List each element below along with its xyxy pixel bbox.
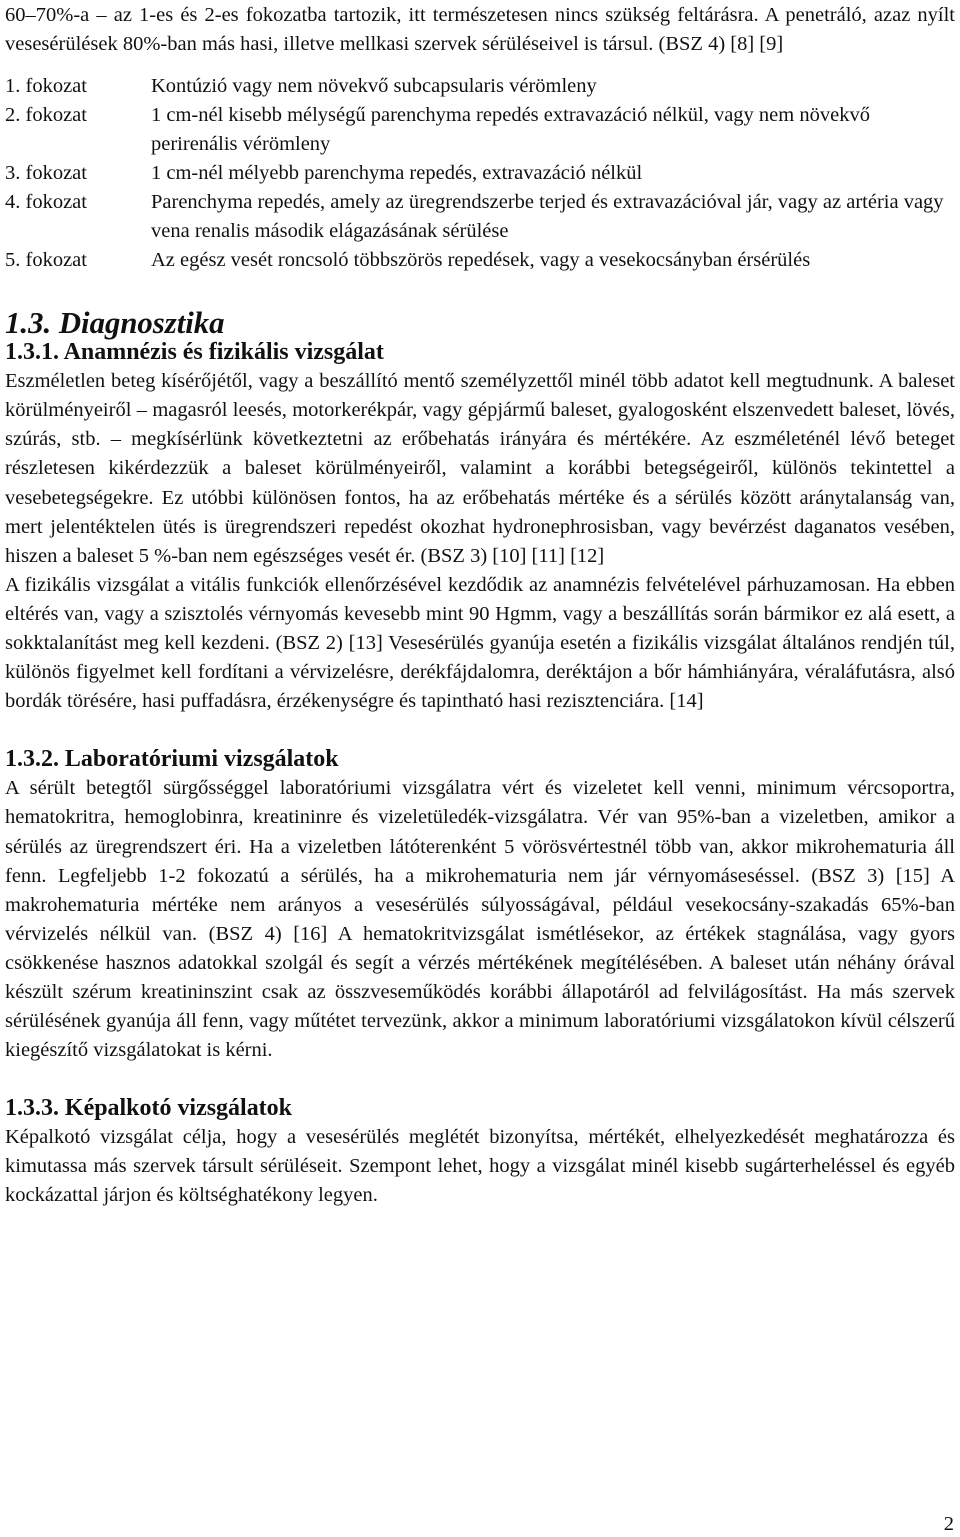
grade-label: 5. fokozat [5,249,87,272]
anamnesis-paragraph: Eszméletlen beteg kísérőjétől, vagy a beszállító mentő személyzettől minél több adatot kell megtudnunk. A baleset körülményeiről – magasról leesés, motorkerékpár, vagy gépjármű baleset, gyalogosként elszenvedett baleset, lövés, szúrás, stb. – megkísérlünk következtetni az erőbehatás irányára és mértékére. Az eszméleténél lévő beteget részletesen kikérdezzük a baleset körülményeiről, valamint a korábbi betegségeiről, különös tekintettel a vesebetegségekre. Ez utóbbi különösen fontos, ha az erőbehatás mértéke és a sérülés között aránytalanság van, mert jelentéktelen ütés is üregrendszeri repedést okozhat hydronephrosisban, vagy bevérzést daganatos vesében, hiszen a baleset 5 %-ban nem egészséges vesét ér. (BSZ 3) [10] [11] [12] [5,370,955,567]
laboratory-paragraph: A sérült betegtől sürgősséggel laboratóriumi vizsgálatra vért és vizeletet kell venni, minimum vércsoportra, hematokritra, hemoglobinra, kreatininre és vizeletüledék-vizsgálatra. Vér van 95%-ban a vizeletben, amikor a sérülés az üregrendszert éri. Ha a vizeletben látóterenként 5 vörösvértestnél több van, akkor mikrohematuria áll fenn. Legfeljebb 1-2 fokozatú a sérülés, ha a mikrohematuria nem jár vérnyomáseséssel. (BSZ 3) [15] A makrohematuria mértéke nem arányos a vesesérülés súlyosságával, például vesekocsány-szakadás 65%-ban vérvizelés nélkül van. (BSZ 4) [16] A hematokritvizsgálat ismétlésekor, az értékek stagnálása, vagy gyors csökkenése hasznos adatokkal szolgál és segít a vérzés mértékének megítélésében. A baleset után néhány órával készült szérum kreatininszint csak az összveseműködés korábbi állapotáról ad felvilágosítást. Ha más szervek sérülésének gyanúja áll fenn, vagy műtétet tervezünk, akkor a minimum laboratóriumi vizsgálatokon kívül célszerű kiegészítő vizsgálatokat is kérni. [5,777,955,1062]
grade-label: 3. fokozat [5,162,87,185]
subsection-heading-imaging: 1.3.3. Képalkotó vizsgálatok [5,1095,292,1122]
grade-label: 4. fokozat [5,191,87,214]
grade-row-5 [5,246,955,275]
grade-description: Kontúzió vagy nem növekvő subcapsularis vérömleny [151,75,597,98]
subsection-heading-laboratory: 1.3.2. Laboratóriumi vizsgálatok [5,746,339,773]
imaging-paragraph: Képalkotó vizsgálat célja, hogy a vesesérülés meglétét bizonyítsa, mértékét, elhelyezkedését meghatározza és kimutassa más szervek társult sérüléseit. Szempont lehet, hogy a vizsgálat minél kisebb sugárterheléssel és egyéb kockázattal járjon és költséghatékony legyen. [5,1126,955,1207]
grade-row-1 [5,72,955,101]
grade-description: Parenchyma repedés, amely az üregrendszerbe terjed és extravazációval jár, vagy az artéria vagy vena renalis második elágazásának sérülése [151,191,944,243]
grade-row-4 [5,188,955,246]
grade-list [5,72,955,275]
page-number: 2 [943,1513,954,1535]
grade-label: 1. fokozat [5,75,87,98]
subsection-heading-anamnesis: 1.3.1. Anamnézis és fizikális vizsgálat [5,339,384,366]
document-page [5,0,955,1211]
grade-description: 1 cm-nél kisebb mélységű parenchyma repedés extravazáció nélkül, vagy nem növekvő perirenális vérömleny [151,104,870,156]
grade-description: 1 cm-nél mélyebb parenchyma repedés, extravazáció nélkül [151,162,643,185]
intro-paragraph: 60–70%-a – az 1-es és 2-es fokozatba tartozik, itt természetesen nincs szükség feltárásra. A penetráló, azaz nyílt vesesérülések 80%-ban más hasi, illetve mellkasi szervek sérüléseivel is társul. (BSZ 4) [8] [9] [5,4,955,56]
physical-exam-paragraph: A fizikális vizsgálat a vitális funkciók ellenőrzésével kezdődik az anamnézis felvételével párhuzamosan. Ha ebben eltérés van, vagy a szisztolés vérnyomás kevesebb mint 90 Hgmm, vagy a beszállítás során bármikor ez alá esett, a sokktalanítást meg kell kezdeni. (BSZ 2) [13] Vesesérülés gyanúja esetén a fizikális vizsgálat általános rendjén túl, különös figyelmet kell fordítani a vérvizelésre, derékfájdalomra, deréktájon a bőr hámhiányára, véraláfutásra, alsó bordák törésére, hasi puffadásra, érzékenységre és tapintható hasi rezisztenciára. [14] [5,573,955,713]
grade-label: 2. fokozat [5,104,87,127]
grade-row-2 [5,101,955,159]
grade-row-3 [5,159,955,188]
section-heading-diagnostics: 1.3. Diagnosztika [5,306,225,341]
grade-description: Az egész vesét roncsoló többszörös repedések, vagy a vesekocsányban érsérülés [151,249,811,272]
